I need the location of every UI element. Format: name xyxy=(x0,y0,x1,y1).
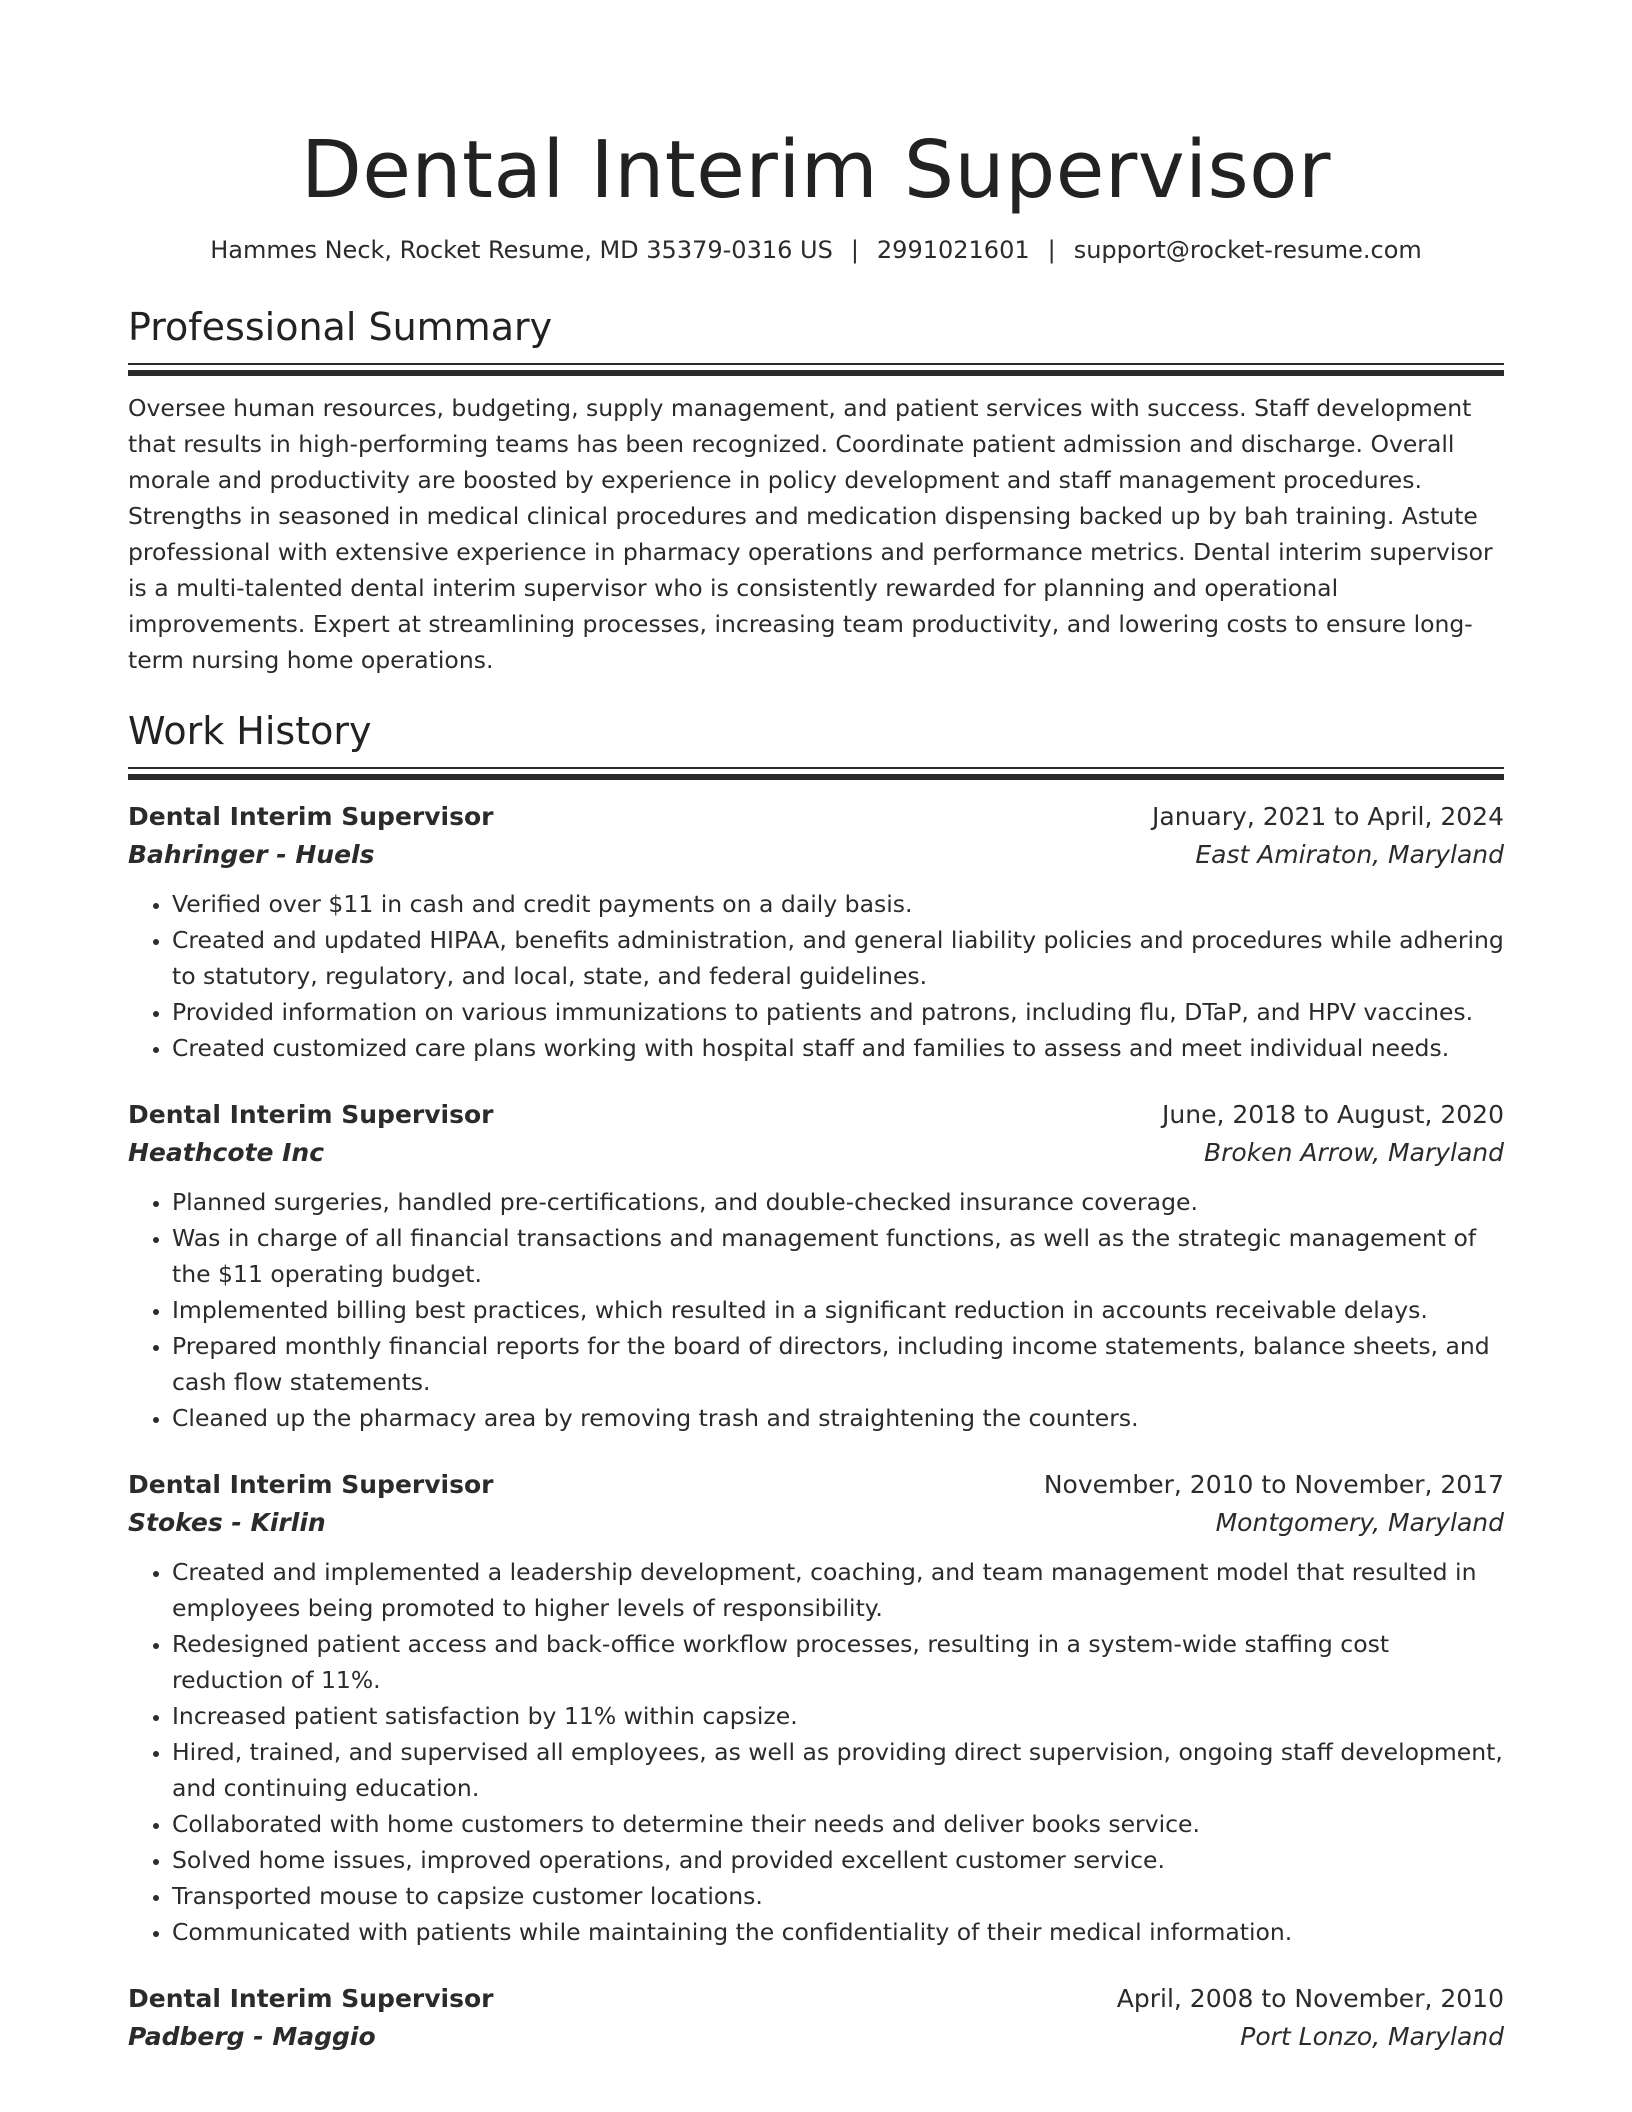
contact-separator: | xyxy=(1047,236,1056,264)
job-bullet: • Created and updated HIPAA, benefits administration, and general liability policies and procedures while adhering to statutory, regulatory, and local, state, and federal guidelines. xyxy=(172,922,1504,994)
job-dates: January, 2021 to April, 2024 xyxy=(1152,802,1504,831)
job-title: Dental Interim Supervisor xyxy=(128,1100,494,1129)
job-header xyxy=(128,1466,1504,1504)
job-bullet: • Transported mouse to capsize customer locations. xyxy=(172,1878,1504,1914)
job-header xyxy=(128,798,1504,836)
section-divider xyxy=(128,363,1504,376)
resume-page xyxy=(128,0,1504,2056)
job-location: Port Lonzo, Maryland xyxy=(1240,2022,1504,2051)
job-bullet: • Collaborated with home customers to determine their needs and deliver books service. xyxy=(172,1806,1504,1842)
job-dates: April, 2008 to November, 2010 xyxy=(1116,1984,1504,2013)
summary-heading: Professional Summary xyxy=(128,305,553,349)
job-company: Bahringer - Huels xyxy=(128,840,375,869)
job-company: Stokes - Kirlin xyxy=(128,1508,326,1537)
job-title: Dental Interim Supervisor xyxy=(128,1470,494,1499)
job-bullets xyxy=(128,1184,1504,1436)
contact-address: Hammes Neck, Rocket Resume, MD 35379-0316 US xyxy=(210,236,833,264)
job-subheader xyxy=(128,836,1504,874)
job-entry xyxy=(128,1096,1504,1436)
job-bullet: • Increased patient satisfaction by 11% within capsize. xyxy=(172,1698,1504,1734)
job-entry xyxy=(128,1466,1504,1950)
job-dates: June, 2018 to August, 2020 xyxy=(1162,1100,1504,1129)
contact-separator: | xyxy=(850,236,859,264)
job-location: Montgomery, Maryland xyxy=(1215,1508,1504,1537)
job-subheader xyxy=(128,2018,1504,2056)
contact-phone: 2991021601 xyxy=(876,236,1030,264)
job-company: Heathcote Inc xyxy=(128,1138,325,1167)
job-dates: November, 2010 to November, 2017 xyxy=(1043,1470,1504,1499)
page-title: Dental Interim Supervisor xyxy=(300,124,1331,216)
job-bullets xyxy=(128,1554,1504,1950)
job-bullet: • Solved home issues, improved operations, and provided excellent customer service. xyxy=(172,1842,1504,1878)
job-bullet: • Planned surgeries, handled pre-certifications, and double-checked insurance coverage. xyxy=(172,1184,1504,1220)
job-subheader xyxy=(128,1504,1504,1542)
summary-section xyxy=(128,302,1504,678)
job-company: Padberg - Maggio xyxy=(128,2022,376,2051)
job-entry xyxy=(128,798,1504,1066)
job-bullet: • Verified over $11 in cash and credit payments on a daily basis. xyxy=(172,886,1504,922)
job-bullet: • Implemented billing best practices, which resulted in a significant reduction in accounts receivable delays. xyxy=(172,1292,1504,1328)
job-location: Broken Arrow, Maryland xyxy=(1203,1138,1504,1167)
job-entry xyxy=(128,1980,1504,2056)
section-divider xyxy=(128,767,1504,780)
job-bullets xyxy=(128,886,1504,1066)
job-bullet: • Created and implemented a leadership development, coaching, and team management model that resulted in employees being promoted to higher levels of responsibility. xyxy=(172,1554,1504,1626)
job-header xyxy=(128,1096,1504,1134)
contact-line xyxy=(128,234,1504,266)
job-title: Dental Interim Supervisor xyxy=(128,802,494,831)
job-header xyxy=(128,1980,1504,2018)
job-title: Dental Interim Supervisor xyxy=(128,1984,494,2013)
contact-email: support@rocket-resume.com xyxy=(1073,236,1422,264)
job-bullet: • Provided information on various immunizations to patients and patrons, including flu, DTaP, and HPV vaccines. xyxy=(172,994,1504,1030)
job-subheader xyxy=(128,1134,1504,1172)
job-bullet: • Communicated with patients while maintaining the confidentiality of their medical information. xyxy=(172,1914,1504,1950)
job-bullet: • Was in charge of all financial transactions and management functions, as well as the strategic management of the $11 operating budget. xyxy=(172,1220,1504,1292)
work-history-section xyxy=(128,706,1504,2056)
job-bullet: • Hired, trained, and supervised all employees, as well as providing direct supervision, ongoing staff development, and continuing education. xyxy=(172,1734,1504,1806)
job-bullet: • Prepared monthly financial reports for the board of directors, including income statements, balance sheets, and cash flow statements. xyxy=(172,1328,1504,1400)
job-bullet: • Created customized care plans working with hospital staff and families to assess and meet individual needs. xyxy=(172,1030,1504,1066)
job-bullet: • Cleaned up the pharmacy area by removing trash and straightening the counters. xyxy=(172,1400,1504,1436)
job-bullet: • Redesigned patient access and back-office workflow processes, resulting in a system-wide staffing cost reduction of 11%. xyxy=(172,1626,1504,1698)
summary-text: Oversee human resources, budgeting, supply management, and patient services with success. Staff development that results in high-performing teams has been recognized. Coordinate patient admission and discharge. Overall morale and productivity are boosted by experience in policy development and staff management procedures. Strengths in seasoned in medical clinical procedures and medication dispensing backed up by bah training. Astute professional with extensive experience in pharmacy operations and performance metrics. Dental interim supervisor is a multi-talented dental interim supervisor who is consistently rewarded for planning and operational improvements. Expert at streamlining processes, increasing team productivity, and lowering costs to ensure long-term nursing home operations. xyxy=(128,394,1493,674)
job-location: East Amiraton, Maryland xyxy=(1195,840,1504,869)
work-history-heading: Work History xyxy=(128,709,372,753)
